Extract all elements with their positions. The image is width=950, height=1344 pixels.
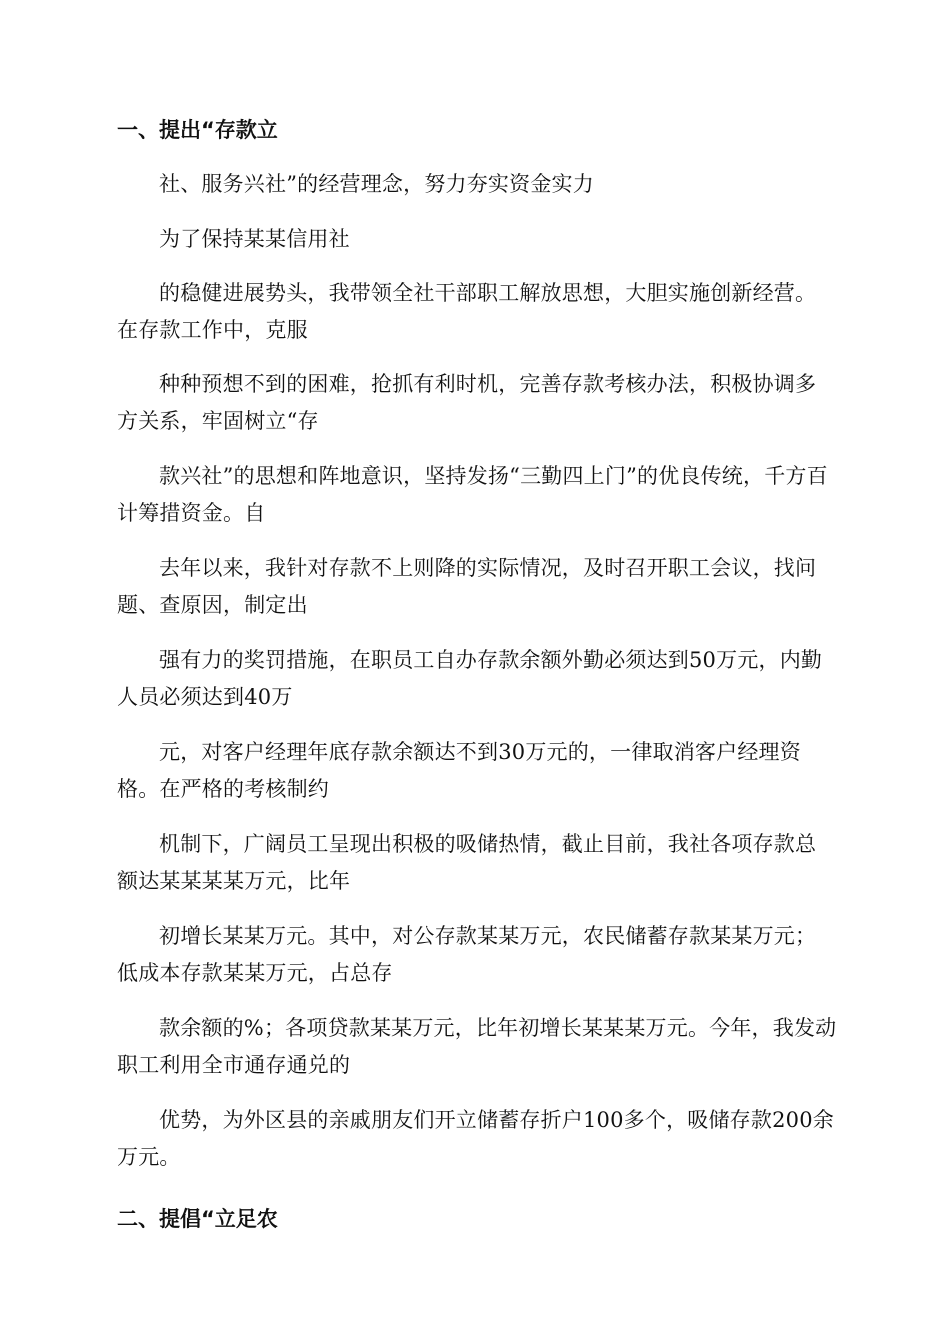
- paragraph-6: 去年以来，我针对存款不上则降的实际情况，及时召开职工会议，找问题、查原因，制定出: [117, 556, 817, 617]
- paragraph-3: 的稳健进展势头，我带领全社干部职工解放思想，大胆实施创新经营。在存款工作中，克服: [117, 281, 817, 342]
- section-heading-1: 一、提出“存款立: [117, 118, 278, 142]
- paragraph-1: 社、服务兴社”的经营理念，努力夯实资金实力: [159, 172, 594, 196]
- section-heading-2: 二、提倡“立足农: [117, 1207, 278, 1231]
- paragraph-5: 款兴社”的思想和阵地意识，坚持发扬“三勤四上门”的优良传统，千方百计筹措资金。自: [117, 464, 828, 525]
- paragraph-11: 款余额的%；各项贷款某某万元，比年初增长某某某万元。今年，我发动职工利用全市通存通兑的: [117, 1016, 837, 1077]
- paragraph-10: 初增长某某万元。其中，对公存款某某万元，农民储蓄存款某某万元；低成本存款某某万元，占总存: [117, 924, 817, 985]
- paragraph-12: 优势，为外区县的亲戚朋友们开立储蓄存折户100多个，吸储存款200余万元。: [117, 1108, 834, 1169]
- paragraph-8: 元，对客户经理年底存款余额达不到30万元的，一律取消客户经理资格。在严格的考核制约: [117, 740, 801, 801]
- paragraph-4: 种种预想不到的困难，抢抓有利时机，完善存款考核办法，积极协调多方关系，牢固树立“存: [117, 372, 817, 433]
- paragraph-9: 机制下，广阔员工呈现出积极的吸储热情，截止目前，我社各项存款总额达某某某某万元，比年: [117, 832, 817, 893]
- paragraph-2: 为了保持某某信用社: [159, 227, 350, 251]
- paragraph-7: 强有力的奖罚措施，在职员工自办存款余额外勤必须达到50万元，内勤人员必须达到40万: [117, 648, 823, 709]
